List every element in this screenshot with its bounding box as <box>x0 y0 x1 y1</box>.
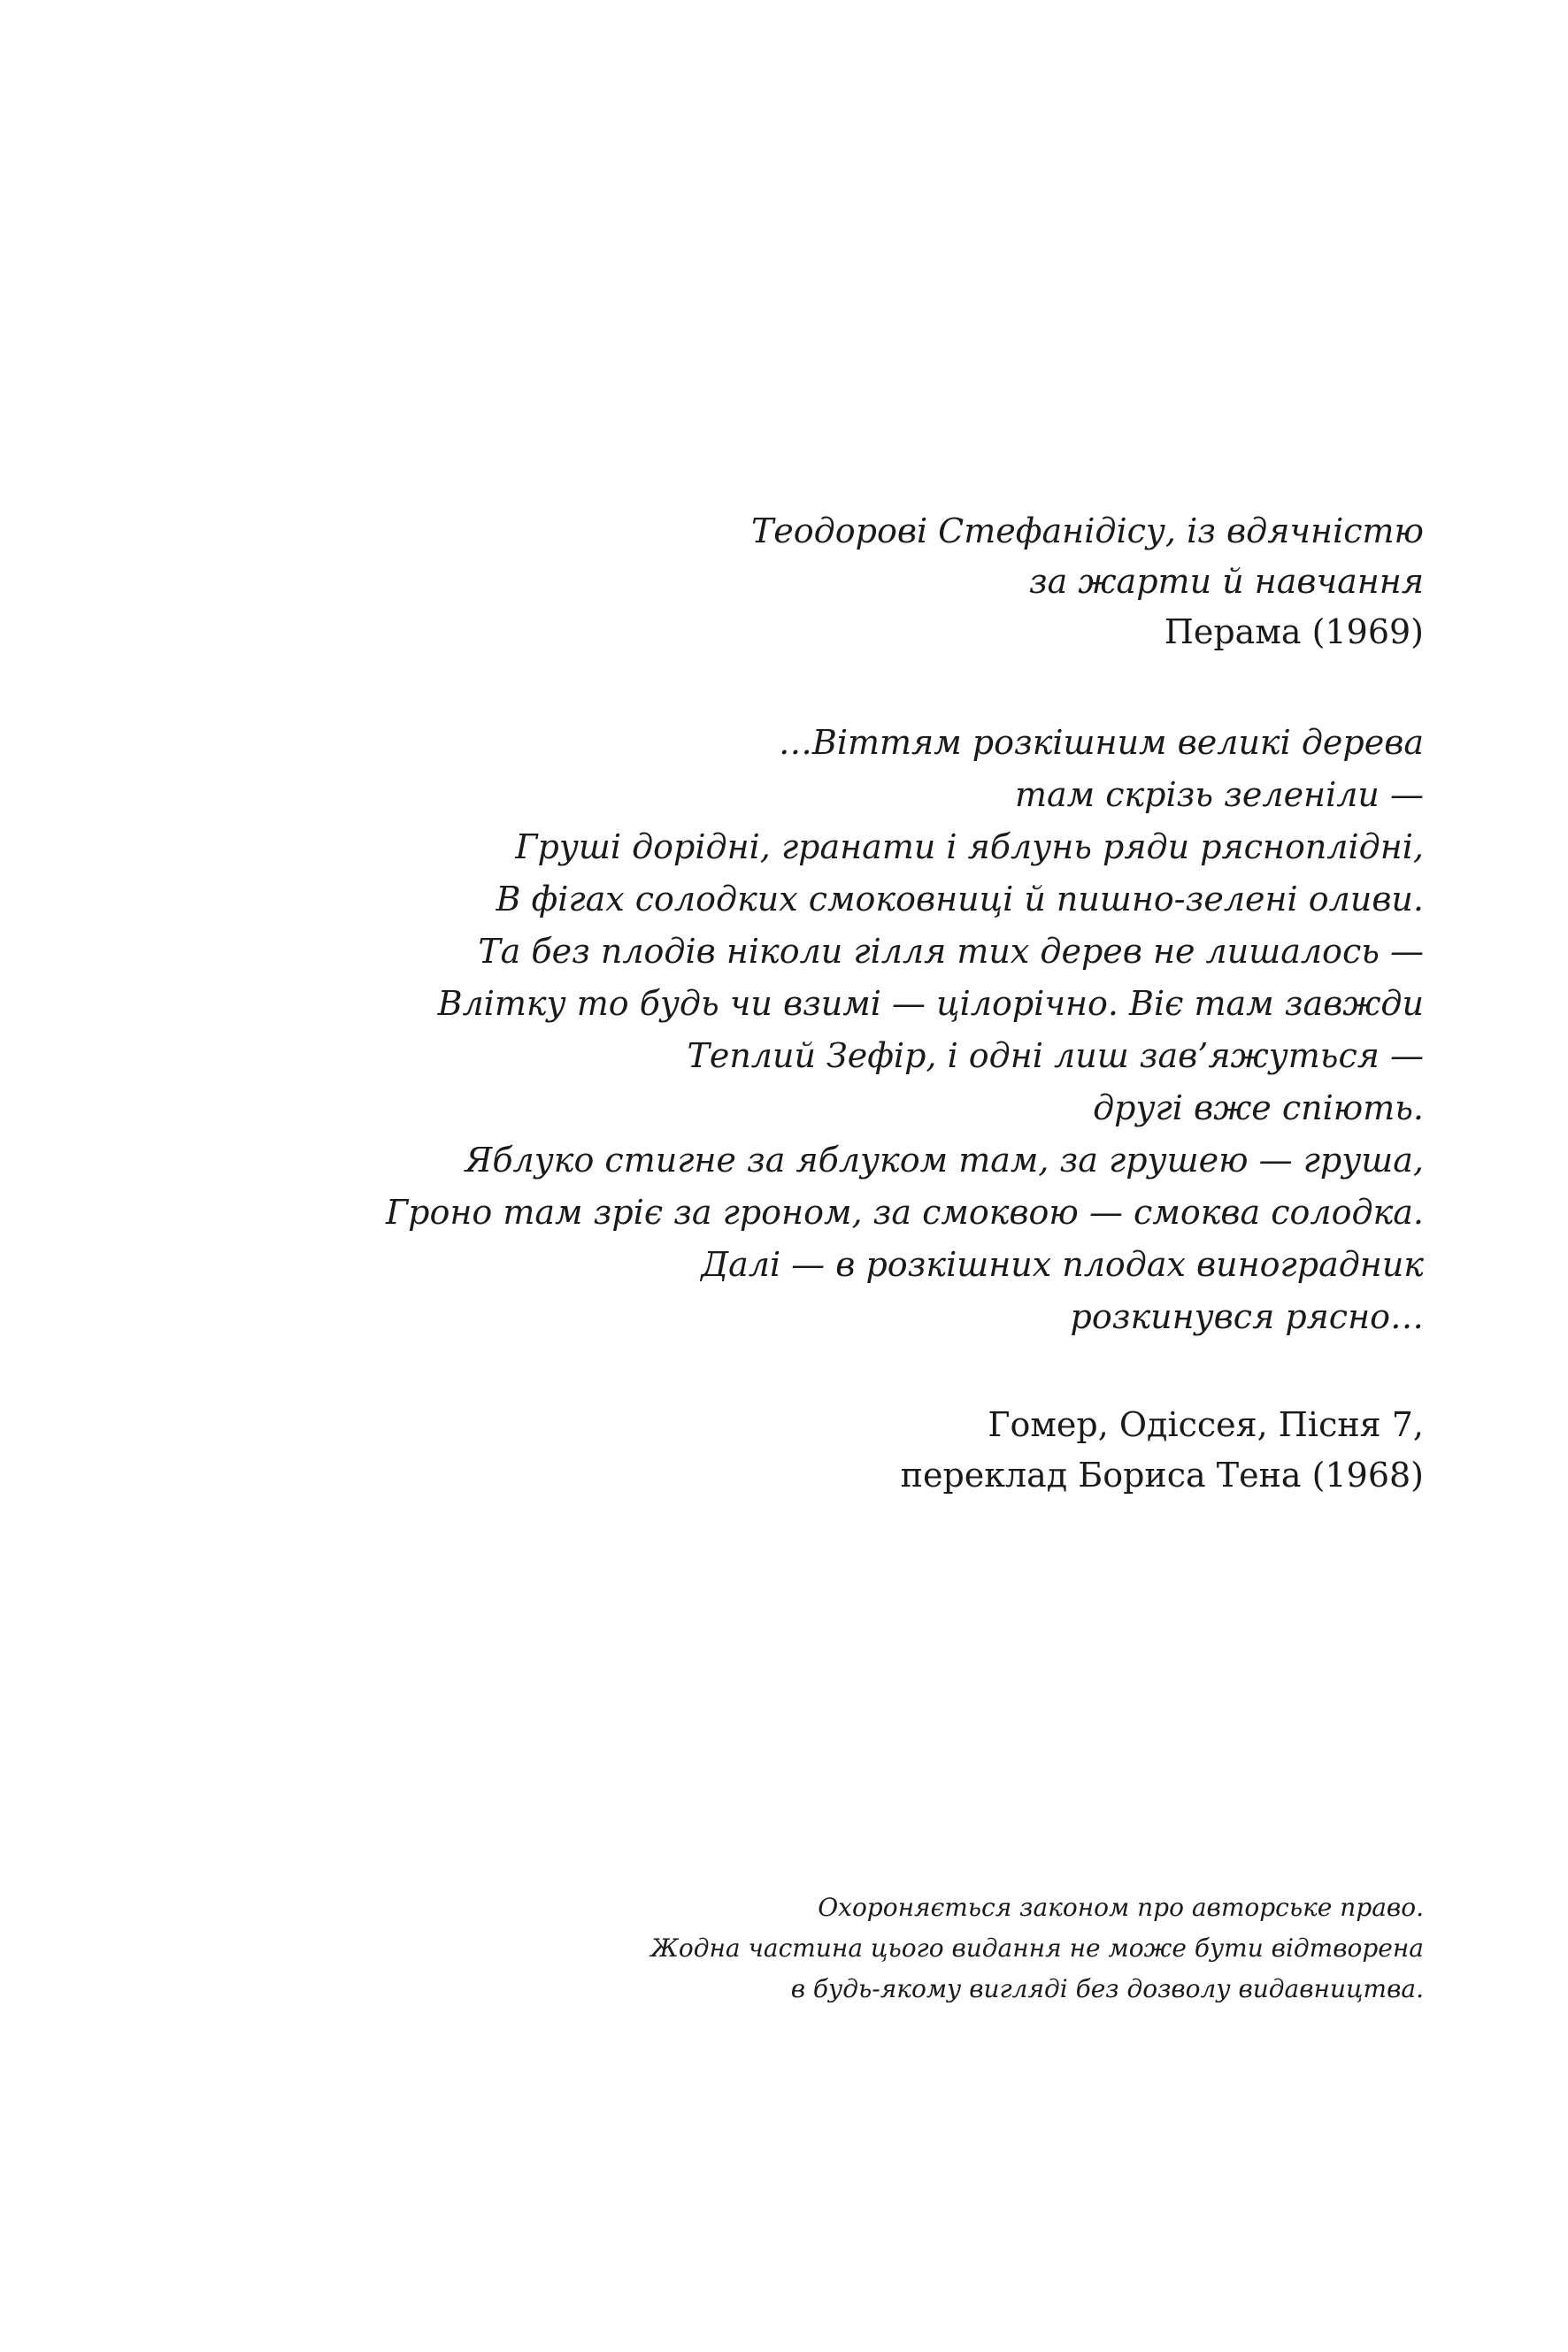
poem-line: В фігах солодких смоковниці й пишно-зелені оливи. <box>496 880 1424 919</box>
dedication-signature: Перама (1969) <box>1164 612 1424 651</box>
copyright-line: Охороняється законом про авторське право. <box>818 1893 1424 1922</box>
copyright-line: Жодна частина цього видання не може бути відтворена <box>650 1933 1424 1963</box>
poem-line: там скрізь зеленіли — <box>1014 775 1424 814</box>
epigraph-poem <box>386 717 1424 1343</box>
attribution-line: Гомер, Одіссея, Пісня 7, <box>988 1405 1424 1444</box>
poem-line: Далі — в розкішних плодах виноградник <box>701 1245 1424 1284</box>
poem-line: розкинувся рясно… <box>1070 1297 1424 1336</box>
poem-line: Влітку то будь чи взимі — цілорічно. Віє там завжди <box>437 984 1424 1023</box>
poem-line: …Віттям розкішним великі дерева <box>778 723 1424 762</box>
poem-line: Груші дорідні, гранати і яблунь ряди рясноплідні, <box>515 827 1424 866</box>
poem-line: Та без плодів ніколи гілля тих дерев не лишалось — <box>478 932 1424 971</box>
poem-line: Яблуко стигне за яблуком там, за грушею — груша, <box>465 1141 1424 1180</box>
poem-line: Гроно там зріє за гроном, за смоквою — смоква солодка. <box>385 1193 1424 1232</box>
copyright-notice <box>650 1887 1424 2010</box>
attribution-line: переклад Бориса Тена (1968) <box>900 1456 1424 1495</box>
poem-line: Теплий Зефір, і одні лиш зав’яжуться — <box>687 1036 1424 1075</box>
poem-line: другі вже спіють. <box>1093 1088 1424 1127</box>
dedication-line: за жарти й навчання <box>1028 562 1424 601</box>
copyright-line: в будь-якому вигляді без дозволу видавництва. <box>790 1974 1424 2003</box>
dedication-line: Теодорові Стефанідісу, із вдячністю <box>750 511 1424 550</box>
epigraph-attribution <box>901 1400 1424 1501</box>
dedication <box>751 506 1424 657</box>
